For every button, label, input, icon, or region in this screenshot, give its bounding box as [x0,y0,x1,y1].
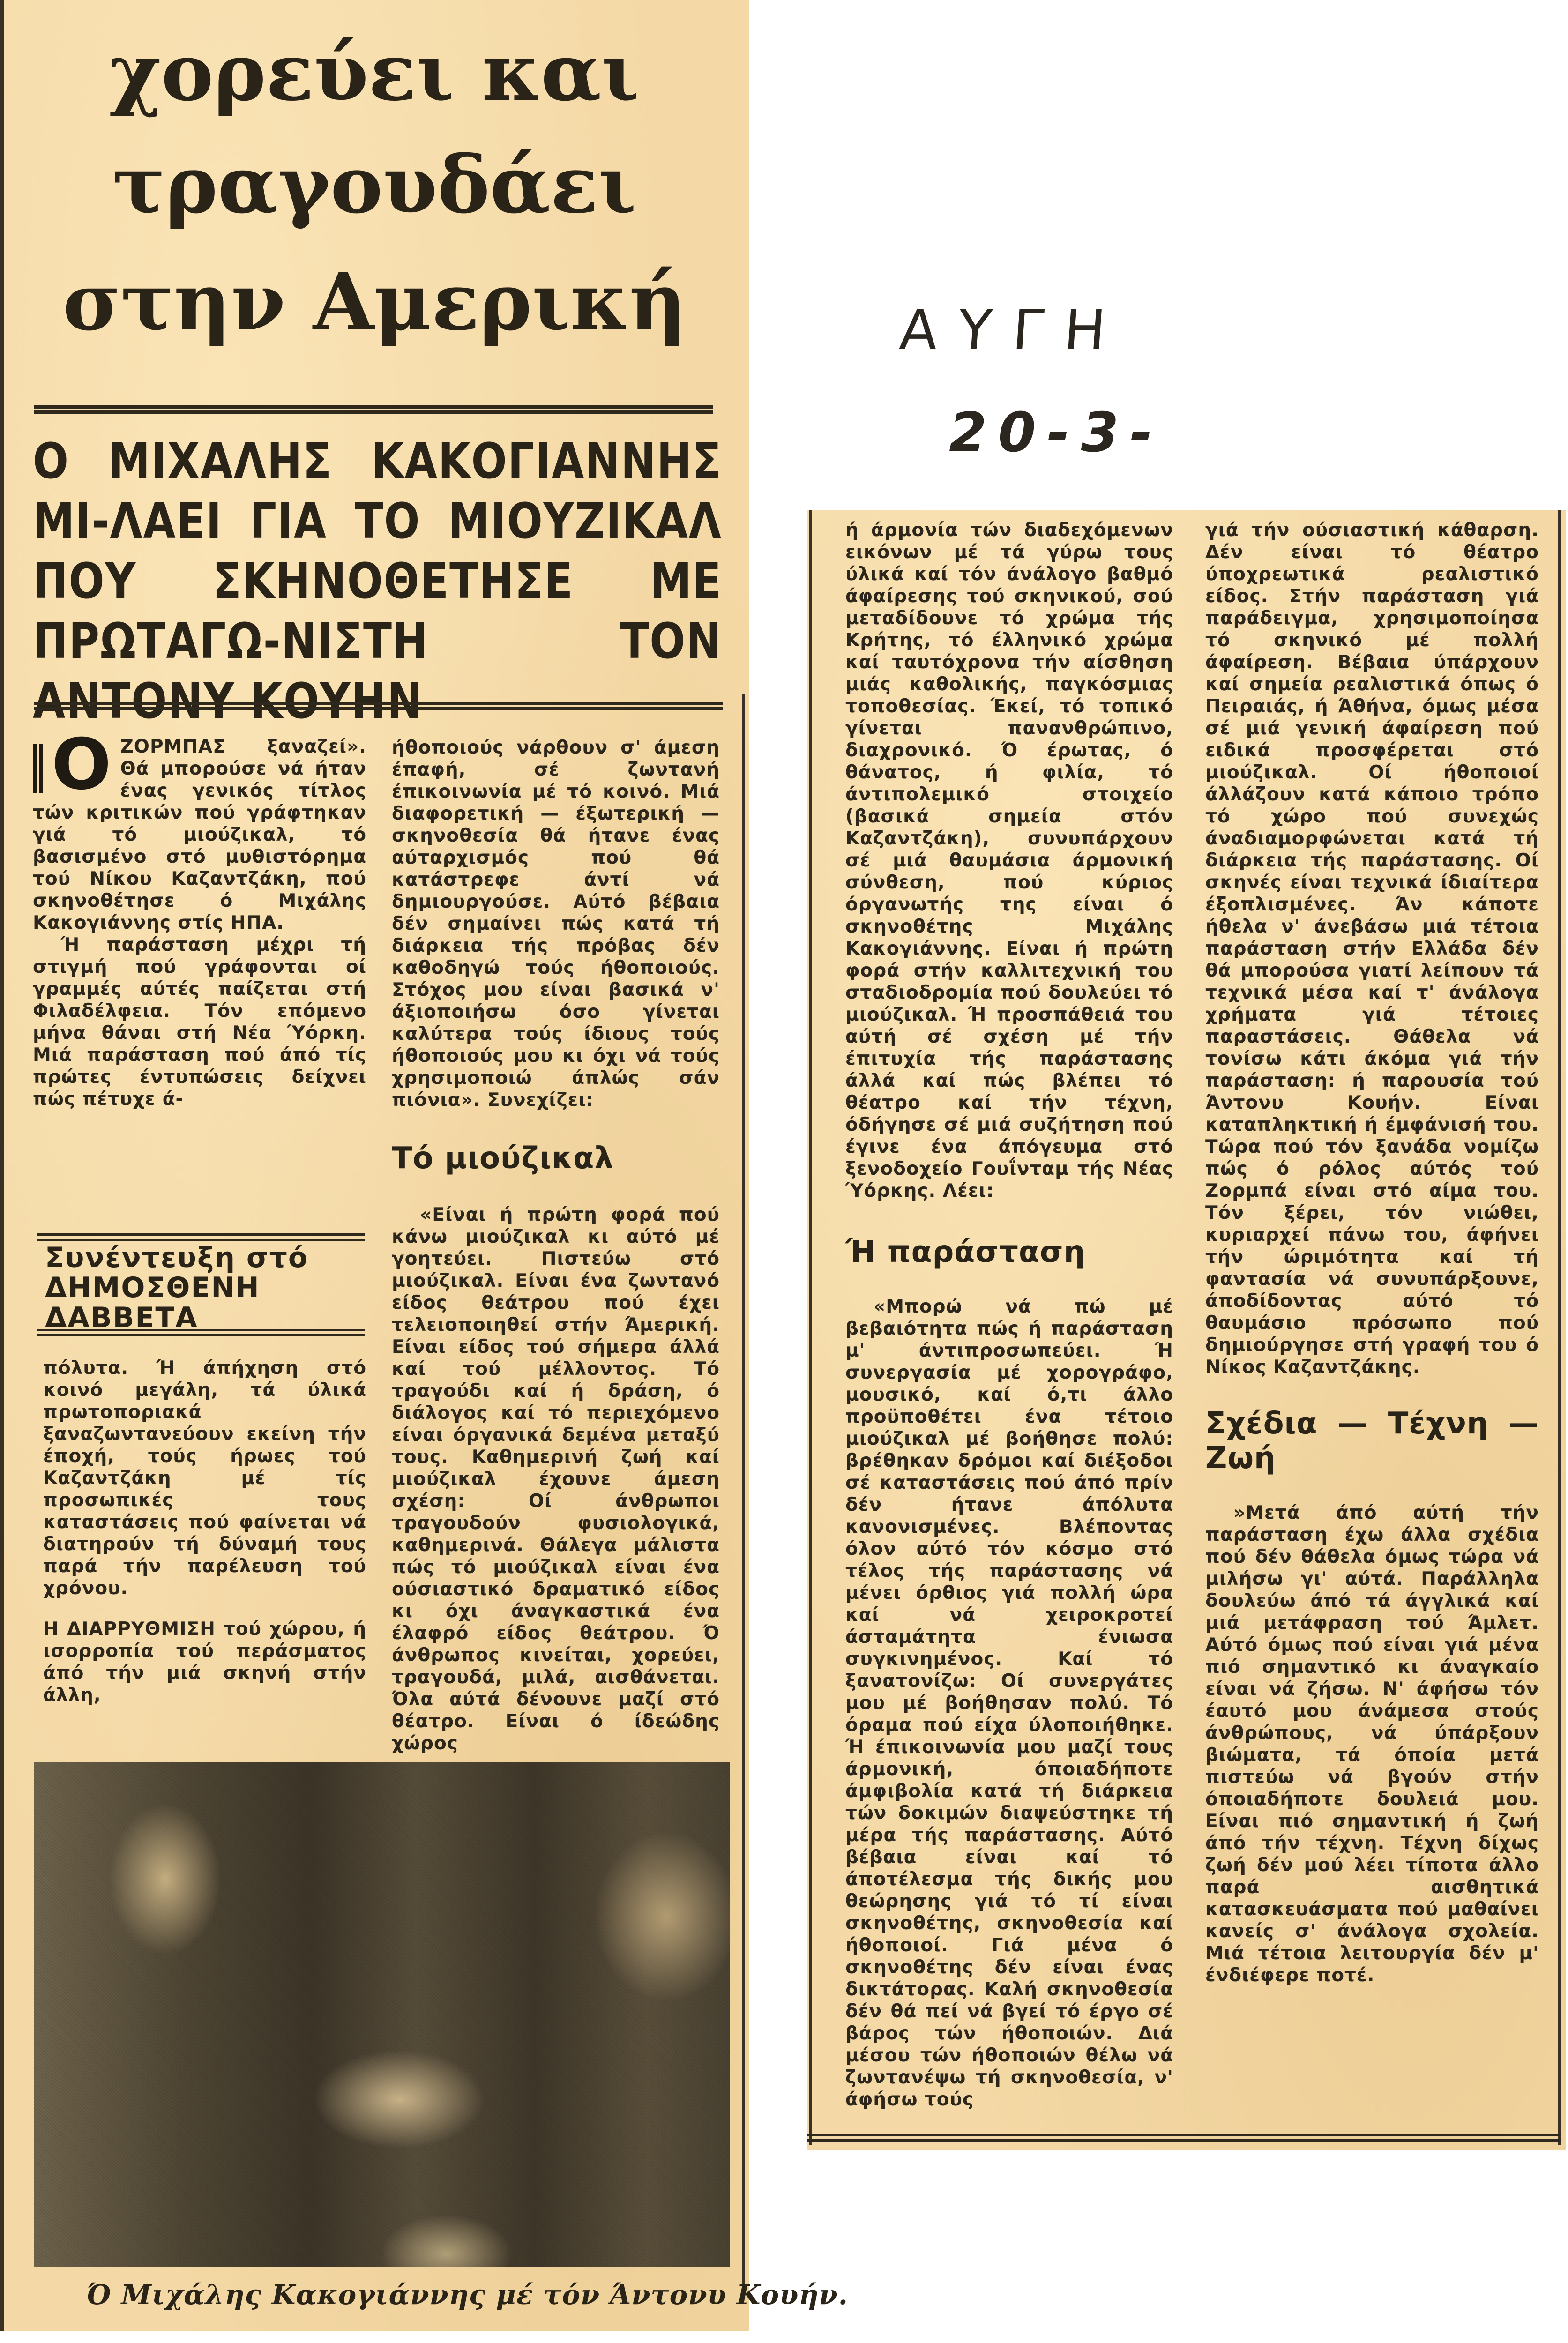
column-3 [845,519,1173,2111]
column-1-continued [43,1357,366,1706]
lead-paragraph: ΖΟΡΜΠΑΣ ξαναζεί». Θά μπορούσε νά ήταν ένας γενικός τίτλος τών κριτικών πού γράφτηκαν γιά τό μιούζικαλ, τό βασισμένο στό μυθιστόρημα τού Νίκου Καζαντζάκη, πού σκηνοθέτησε ό Μιχάλης Κακογιάννης στίς ΗΠΑ. [33,736,366,933]
column-2 [392,737,720,1754]
byline-divider-top [37,1233,365,1241]
headline-line-2: τραγουδάει [112,138,637,231]
section-heading-plans: Σχέδια — Τέχνη — Ζωή [1205,1406,1539,1476]
subheadline-divider [34,702,723,710]
continuation-right-rule [1558,510,1561,2145]
paragraph-reception: πόλυτα. Ή άπήχηση στό κοινό μεγάλη, τά ύλικά πρωτοποριακά ξαναζωντανεύουν εκείνη τήν έποχή, τούς ήρωες τού Καζαντζάκη μέ τίς προσωπικές τους καταστάσεις πού φαίνεται νά διατηρούν τή δύναμή τους παρά τήν παρέλευση τού χρόνου. [43,1358,366,1599]
headline-line-3: στην Αμερική [62,255,687,348]
photo-kakogiannis-quinn [34,1762,730,2267]
section-heading-musical: Τό μιούζικαλ [392,1141,614,1176]
byline-author-first: ΔΗΜΟΣΘΕΝΗ [45,1271,260,1304]
column-4 [1205,519,1539,1986]
byline-author-last: ΔΑΒΒΕΤΑ [45,1301,198,1334]
subheadline: Ο ΜΙΧΑΛΗΣ ΚΑΚΟΓΙΑΝΝΗΣ ΜΙ-ΛΑΕΙ ΓΙΑ ΤΟ ΜΙΟΥΖΙΚΑΛ ΠΟΥ ΣΚΗΝΟΘΕΤΗΣΕ ΜΕ ΠΡΩΤΑΓΩ-ΝΙΣΤΗ ΤΟΝ ΑΝΤΟΝΥ ΚΟΥΗΝ [33,433,722,730]
article-clipping-continuation [807,510,1566,2150]
headline-line-1: χορεύει και [109,26,640,119]
drop-cap: Ο [33,736,112,794]
headline-divider [34,405,713,414]
byline-line-1: Συνέντευξη στό [45,1241,309,1274]
paragraph-space-design-text: τού χώρου, ή ισορροπία τού περάσματος άπό τήν μιά σκηνή στήν άλλη, [43,1619,367,1706]
paragraph-performance: Ή παράσταση μέχρι τή στιγμή πού γράφονται οί γραμμές αύτές παίζεται στή Φιλαδέλφεια. Τόν επόμενο μήνα θάναι στή Νέα Ύόρκη. Μιά παράσταση πού άπό τίς πρώτες έντυπώσεις δείχνει πώς πέτυχε ά- [33,934,366,1110]
paragraph-musical: «Είναι ή πρώτη φορά πού κάνω μιούζικαλ κι αύτό μέ γοητεύει. Πιστεύω στό μιούζικαλ. Είναι ένα ζωντανό είδος θεάτρου πού έχει τελειοποιηθεί στήν Άμερική. Είναι είδος τού σήμερα άλλά καί τού μέλλοντος. Τό τραγούδι καί ή δράση, ό διάλογος καί τό περιεχόμενο είναι όργανικά δεμένα μεταξύ τους. Καθημερινή ζωή καί μιούζικαλ έχουνε άμεση σχέση: Οί άνθρωποι τραγουδούν φυσιολογικά, καθημερινά. Θάλεγα μάλιστα πώς τό μιούζικαλ είναι ένα ούσιαστικό δραματικό είδος κι όχι άναγκαστικά ένα έλαφρό είδος θεάτρου. Ό άνθρωπος κινείται, χορεύει, τραγουδά, μιλά, αισθάνεται. Όλα αύτά δένουνε μαζί στό θέατρο. Είναι ό ίδεώδης χώρος [392,1204,720,1754]
paragraph-catharsis: γιά τήν ούσιαστική κάθαρση. Δέν είναι τό θέατρο ύποχρεωτικά ρεαλιστικό είδος. Στήν παράσταση γιά παράδειγμα, χρησιμοποίησα τό σκηνικό μέ πολλή άφαίρεση. Βέβαια ύπάρχουν καί σημεία ρεαλιστικά όπως ό Πειραιάς, ή Άθήνα, όμως μέσα σέ μιά γενική άφαίρεση πού ειδικά προσφέρεται στό μιούζικαλ. Οί ήθοποιοί άλλάζουν κατά κάποιο τρόπο τό χώρο πού συνεχώς άναδιαμορφώνεται κατά τή διάρκεια τής παράστασης. Οί σκηνές είναι τεχνικά ίδιαίτερα έξοπλισμένες. Άν κάποτε ήθελα ν' άνεβάσω μιά τέτοια παράσταση στήν Ελλάδα δέν θά μπορούσα γιατί λείπουν τά τεχνικά μέσα καί τ' άνάλογα χρήματα γιά τέτοιες παραστάσεις. Θάθελα νά τονίσω κάτι άκόμα γιά τήν παράσταση: ή παρουσία τού Άντονυ Κουήν. Είναι καταπληκτική ή έμφάνισή του. Τώρα πού τόν ξανάδα νομίζω πώς ό ρόλος αύτός τού Ζορμπά είναι στό αίμα του. Τόν ξέρει, τόν νιώθει, κυριαρχεί πάνω του, άφήνει τήν ώριμότητα καί τή φαντασία νά συνυπάρξουνε, άποδίδοντας αύτό τό θαυμάσιο πρόσωπο πού δημιούργησε στή γραφή του ό Νίκος Καζαντζάκης. [1205,520,1539,1378]
photo-caption: Ό Μιχάλης Κακογιάννης μέ τόν Άντονυ Κουήν. [87,2279,848,2311]
column-1 [33,724,366,1110]
paragraph-lead-caps: Η ΔΙΑΡΡΥΘΜΙΣΗ [43,1619,216,1640]
paragraph-space-design [43,1618,366,1706]
paragraph-actors: ήθοποιούς νάρθουν σ' άμεση έπαφή, σέ ζωντανή έπικοινωνία μέ τό κοινό. Μιά διαφορετική — έξωτερική — σκηνοθεσία θά ήτανε ένας αύταρχισμός πού θά κατάστρεφε άντί νά δημιουργούσε. Αύτό βέβαια δέν σημαίνει πώς κατά τή διάρκεια τής πρόβας δέν καθοδηγώ τούς ήθοποιούς. Στόχος μου είναι βασικά ν' άξιοποιήσω όσο γίνεται καλύτερα τούς ίδιους τούς ήθοποιούς μου κι όχι νά τούς χρησιμοποιώ άπλώς σάν πιόνια». Συνεχίζει: [392,737,720,1111]
handwritten-newspaper-name: ΑΥΓΗ [897,298,1129,362]
handwritten-date: 20-3- [949,401,1164,464]
byline [45,1243,308,1333]
right-border-rule [742,694,745,2287]
byline-divider-bottom [37,1329,365,1336]
left-border-rule [0,0,4,2331]
paragraph-plans: »Μετά άπό αύτή τήν παράσταση έχω άλλα σχέδια πού δέν θάθελα όμως τώρα νά μιλήσω γι' αύτά. Παράλληλα δουλεύω άπό τά άγγλικά καί μιά μετάφραση τού Άμλετ. Αύτό όμως πού είναι γιά μένα πιό σημαντικό κι άναγκαίο είναι νά ζήσω. Ν' άφήσω τόν έαυτό μου άνάμεσα στούς άνθρώπους, νά ύπάρξουν βιώματα, τά όποία μετά πιστεύω νά βγούν στήν όποιαδήποτε δουλειά μου. Είναι πιό σημαντική ή ζωή άπό τήν τέχνη. Τέχνη δίχως ζωή δέν μού λέει τίποτα άλλο παρά αισθητικά κατασκευάσματα πού μαθαίνει κανείς σ' άνάλογα σχολεία. Μιά τέτοια λειτουργία δέν μ' ένδιέφερε ποτέ. [1205,1502,1539,1986]
continuation-bottom-rule [807,2134,1561,2142]
paragraph-harmony: ή άρμονία τών διαδεχόμενων εικόνων μέ τά γύρω τους ύλικά καί τόν άνάλογο βαθμό άφαίρεσης τού σκηνικού, σού μεταδίδουνε τό χρώμα τής Κρήτης, τό έλληνικό χρώμα καί ταυτόχρονα τήν αίσθηση μιάς καθολικής, παγκόσμιας τοποθεσίας. Έκεί, τό τοπικό γίνεται πανανθρώπινο, διαχρονικό. Ό έρωτας, ό θάνατος, ή φιλία, τό άντιπολεμικό στοιχείο (βασικά σημεία στόν Καζαντζάκη), συνυπάρχουν σέ μιά θαυμάσια άρμονική σύνθεση, πού κύριος όργανωτής της είναι ό σκηνοθέτης Μιχάλης Κακογιάννης. Είναι ή πρώτη φορά στήν καλλιτεχνική του σταδιοδρομία πού δουλεύει τό μιούζικαλ. Ή προσπάθειά του αύτή σέ σχέση μέ τήν έπιτυχία τής παράστασης άλλά καί πώς βλέπει τό θέατρο καί τήν τέχνη, όδήγησε σέ μιά συζήτηση πού έγινε ένα άπόγευμα στό ξενοδοχείο Γουΐνταμ τής Νέας Ύόρκης. Λέει: [845,520,1173,1201]
section-heading-performance: Ή παράσταση [845,1235,1086,1269]
continuation-left-rule [809,510,812,2145]
paragraph-performance-quote: «Μπορώ νά πώ μέ βεβαιότητα πώς ή παράσταση μ' άντιπροσωπεύει. Ή συνεργασία μέ χορογράφο, μουσικό, καί ό,τι άλλο προϋποθέτει ένα τέτοιο μιούζικαλ μέ βοήθησε πολύ: βρέθηκαν δρόμοι καί διέξοδοι σέ καταστάσεις πού άπό πρίν δέν ήτανε άπόλυτα κανονισμένες. Βλέποντας όλον αύτό τόν κόσμο στό τέλος τής παράστασης νά μένει όρθιος γιά πολλή ώρα καί νά χειροκροτεί άσταμάτητα ένιωσα συγκινημένος. Καί τό ξανατονίζω: Οί συνεργάτες μου μέ βοήθησαν πολύ. Τό όραμα πού είχα ύλοποιήθηκε. Ή έπικοινωνία μου μαζί τους άρμονική, όποιαδήποτε άμφιβολία κατά τή διάρκεια τών δοκιμών διαψεύστηκε τή μέρα τής παράστασης. Αύτό βέβαια είναι καί τό άποτέλεσμα τής δικής μου θεώρησης γιά τό τί είναι σκηνοθέτης, σκηνοθεσία καί ήθοποιοί. Γιά μένα ό σκηνοθέτης δέν είναι ένας δικτάτορας. Καλή σκηνοθεσία δέν θά πεί νά βγεί τό έργο σέ βάρος τών ήθοποιών. Διά μέσου τών ήθοποιών θέλω νά ζωντανέψω τή σκηνοθεσία, ν' άφήσω τούς [845,1296,1173,2110]
